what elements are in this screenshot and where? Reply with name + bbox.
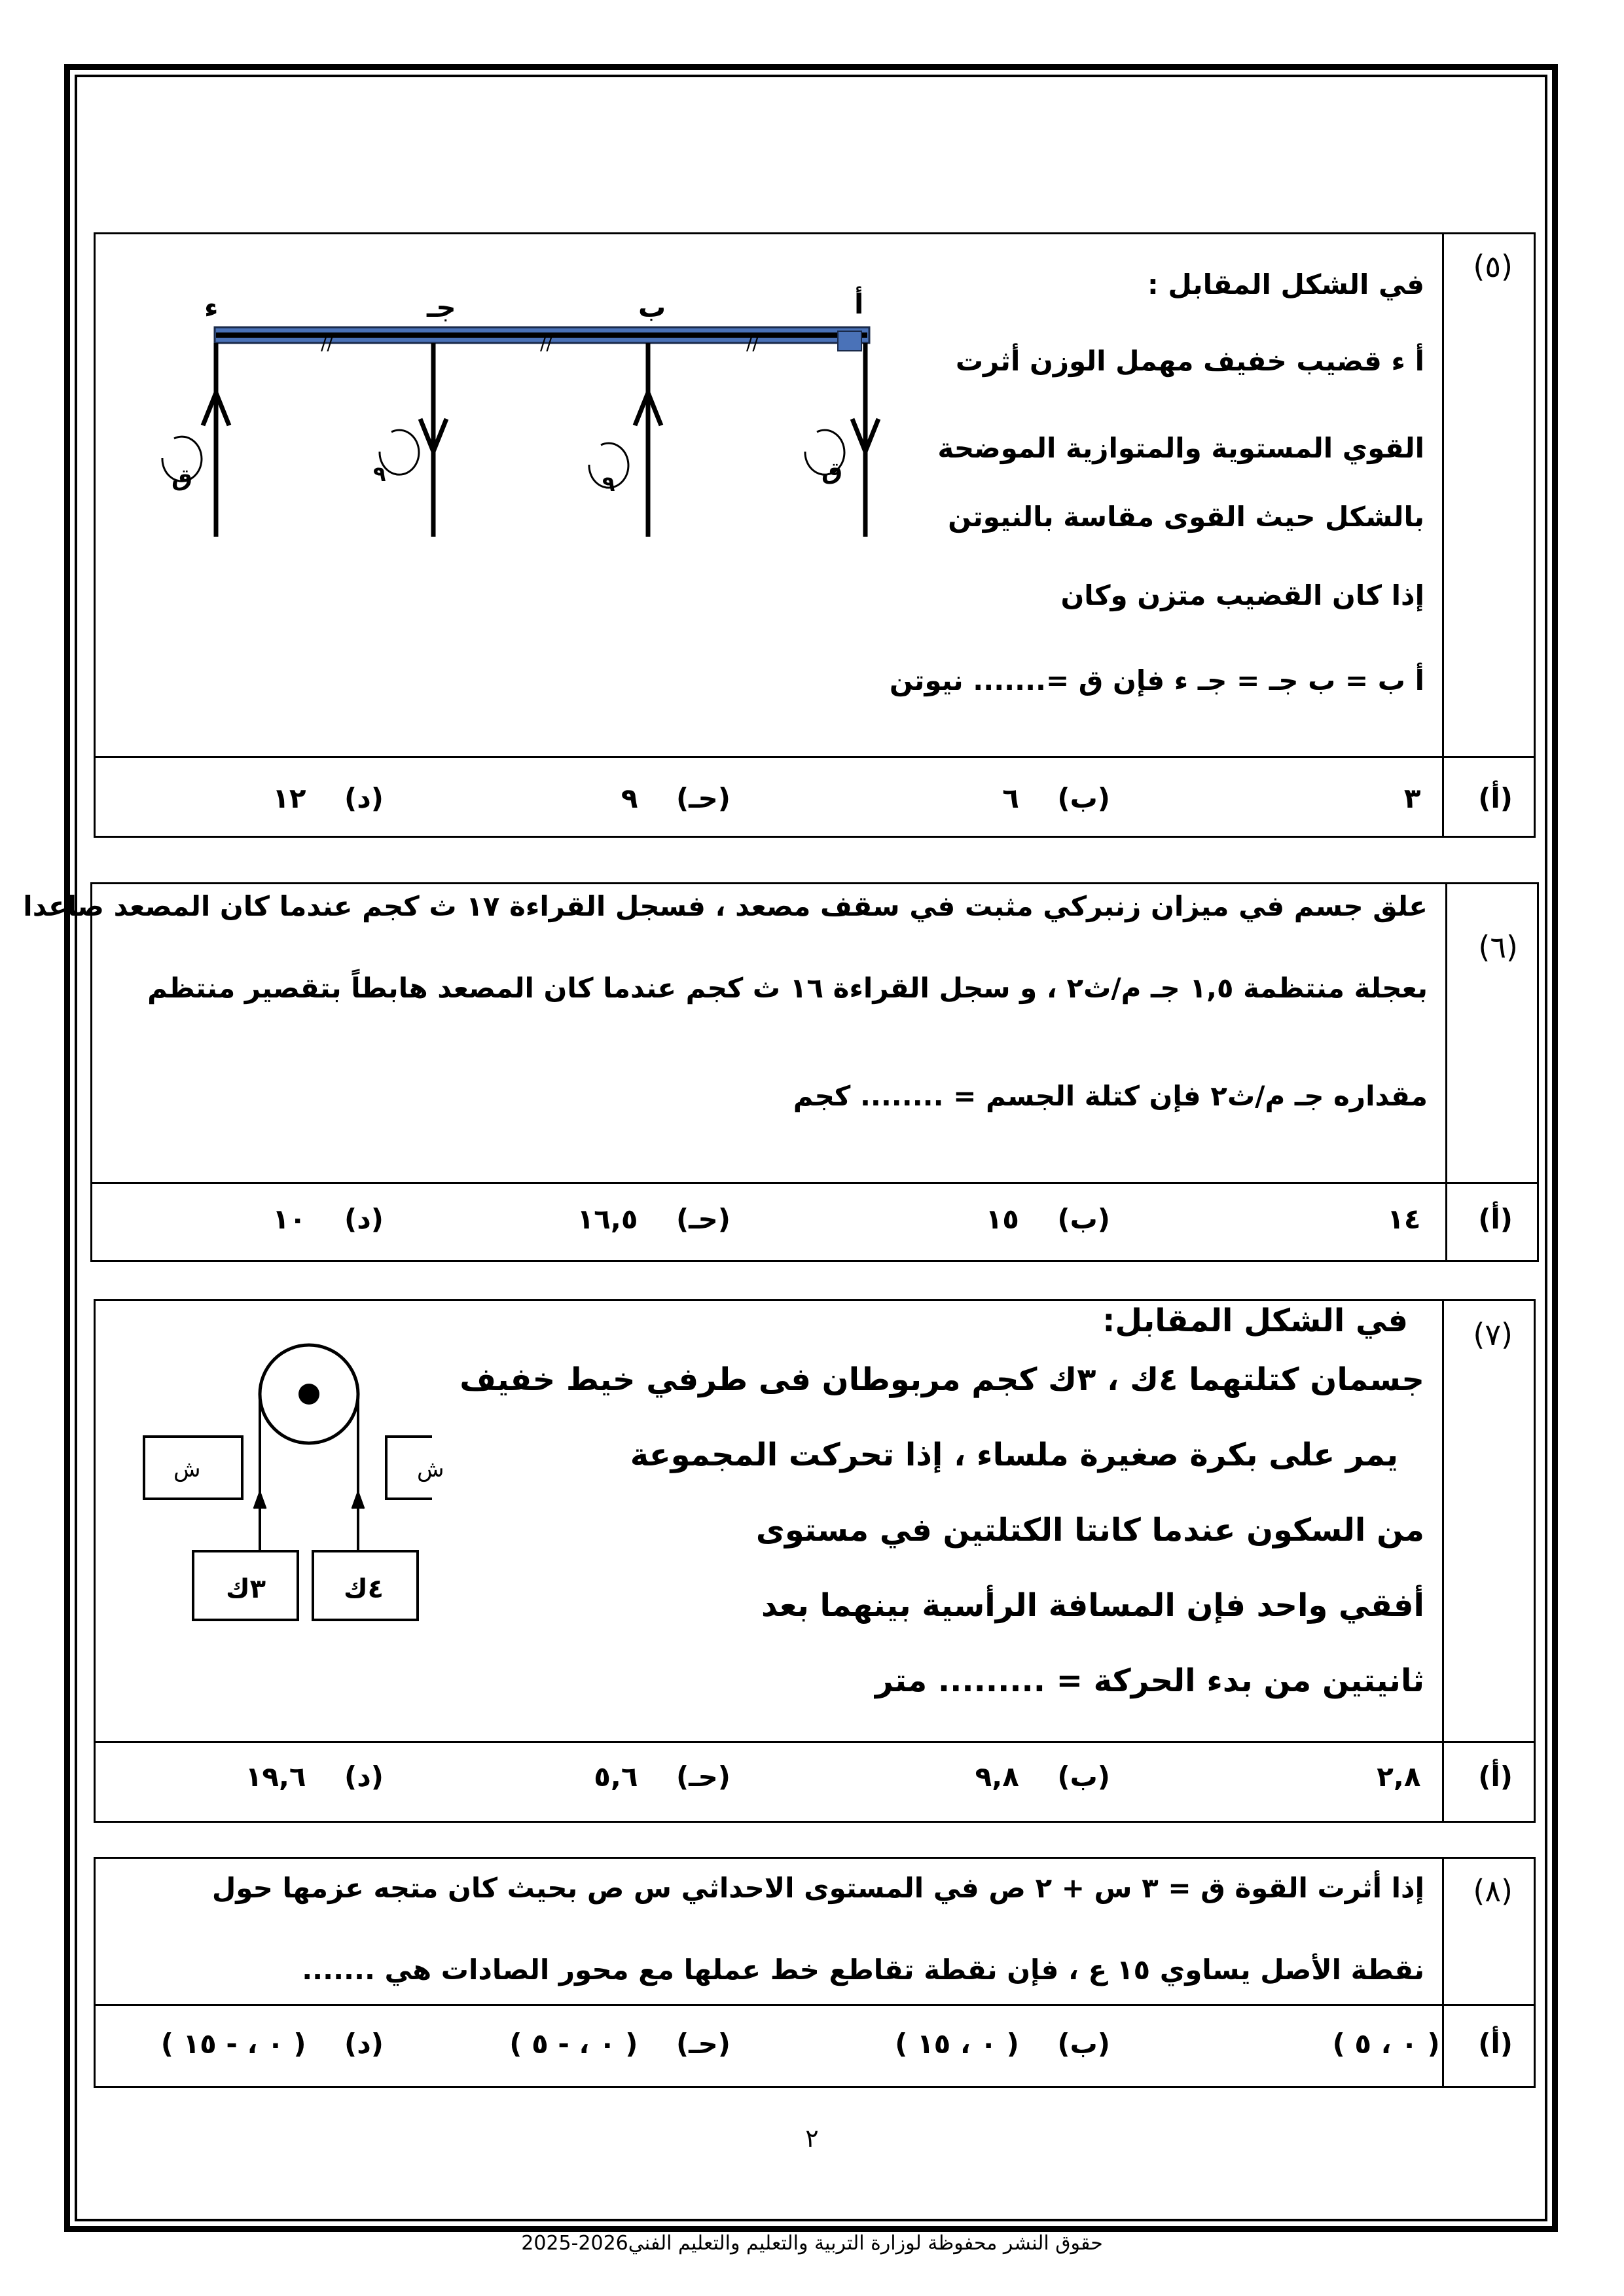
- question-line: أ ء قضيب خفيف مهمل الوزن أثرت: [955, 345, 1424, 377]
- point-label: أ: [854, 288, 864, 320]
- question-line: ثانيتين من بدء الحركة = ......... متر: [875, 1662, 1424, 1699]
- question-line: أفقي واحد فإن المسافة الرأسية بينهما بعد: [761, 1587, 1424, 1624]
- tension-label: ش: [173, 1456, 201, 1482]
- copyright-footer: حقوق النشر محفوظة لوزارة التربية والتعليم والتعليم الفني2026-2025: [521, 2232, 1103, 2255]
- option-c[interactable]: (حـ) ٩: [621, 782, 731, 814]
- option-a[interactable]: (أ) ١٤: [1387, 1203, 1513, 1235]
- question-line: علق جسم في ميزان زنبركي مثبت في سقف مصعد ، فسجل القراءة ١٧ ث كجم عندما كان المصعد صاعدا: [23, 890, 1428, 922]
- question-line: بالشكل حيث القوى مقاسة بالنيوتن: [948, 501, 1424, 533]
- question-line: في الشكل المقابل:: [1102, 1302, 1408, 1339]
- rod-forces-diagram: [131, 275, 890, 550]
- question-line: إذا كان القضيب متزن وكان: [1060, 579, 1424, 611]
- force-label: ق: [821, 458, 843, 485]
- question-line: بعجلة منتظمة ١,٥ جـ م/ث٢ ، و سجل القراءة ١٦ ث كجم عندما كان المصعد هابطاً بتقصير منتظم: [147, 972, 1428, 1004]
- option-d[interactable]: (د) ١٠: [272, 1203, 384, 1235]
- option-a[interactable]: (أ) ٣: [1403, 782, 1513, 814]
- question-line: أ ب = ب جـ = جـ ء فإن ق =....... نيوتن: [889, 664, 1424, 696]
- option-b[interactable]: (ب) ٩,٨: [975, 1761, 1110, 1793]
- point-label: جـ: [427, 291, 456, 323]
- option-d[interactable]: (د) ١٢: [272, 782, 384, 814]
- question-line: يمر على بكرة صغيرة ملساء ، إذا تحركت المجموعة: [630, 1437, 1398, 1473]
- option-c[interactable]: (حـ) ٥,٦: [594, 1761, 731, 1793]
- question-number: (٦): [1478, 929, 1518, 965]
- question-line: القوي المستوية والمتوازية الموضحة: [937, 432, 1424, 464]
- option-d[interactable]: (د) ١٩,٦: [245, 1761, 384, 1793]
- question-number: (٨): [1473, 1873, 1513, 1909]
- equal-tick-mark: //: [746, 332, 759, 354]
- question-number: (٥): [1473, 249, 1513, 284]
- force-label: ق: [171, 465, 193, 492]
- tension-label: ش: [417, 1456, 444, 1482]
- point-label: ب: [638, 291, 666, 323]
- option-b[interactable]: (ب) ( ٠ ، ١٥ ): [895, 2028, 1110, 2060]
- equal-tick-mark: //: [540, 332, 552, 354]
- pulley-diagram: [137, 1329, 432, 1656]
- option-c[interactable]: (حـ) ( ٠ ، - ٥ ): [509, 2028, 731, 2060]
- equal-tick-mark: //: [321, 332, 333, 354]
- force-label: ٩: [602, 471, 615, 496]
- page-number: ٢: [805, 2124, 819, 2153]
- option-b[interactable]: (ب) ١٥: [985, 1203, 1110, 1235]
- force-label: ٩: [373, 461, 386, 486]
- question-line: جسمان كتلتهما ٤ك ، ٣ك كجم مربوطان فى طرفي خيط خفيف: [460, 1361, 1424, 1398]
- question-number: (٧): [1473, 1317, 1513, 1352]
- option-a[interactable]: (أ) ( ٠ ، ٥ ): [1332, 2028, 1513, 2060]
- option-a[interactable]: (أ) ٢,٨: [1377, 1761, 1513, 1793]
- question-line: من السكون عندما كانتا الكتلتين في مستوى: [755, 1512, 1424, 1549]
- question-line: إذا أثرت القوة ق = ٣ س + ٢ ص في المستوى الاحداثي س ص بحيث كان متجه عزمها حول: [211, 1872, 1424, 1904]
- mass-label: ٣ك: [226, 1574, 266, 1604]
- option-c[interactable]: (حـ) ١٦,٥: [577, 1203, 731, 1235]
- option-b[interactable]: (ب) ٦: [1002, 782, 1110, 814]
- point-label: ء: [204, 291, 219, 323]
- question-line: في الشكل المقابل :: [1147, 268, 1424, 300]
- option-d[interactable]: (د) ( ٠ ، - ١٥ ): [160, 2028, 384, 2060]
- question-line: نقطة الأصل يساوي ١٥ ع ، فإن نقطة تقاطع خط عملها مع محور الصادات هي .......: [302, 1954, 1424, 1986]
- mass-label: ٤ك: [344, 1574, 384, 1604]
- question-line: مقداره جـ م/ث٢ فإن كتلة الجسم = ........ كجم: [793, 1080, 1428, 1112]
